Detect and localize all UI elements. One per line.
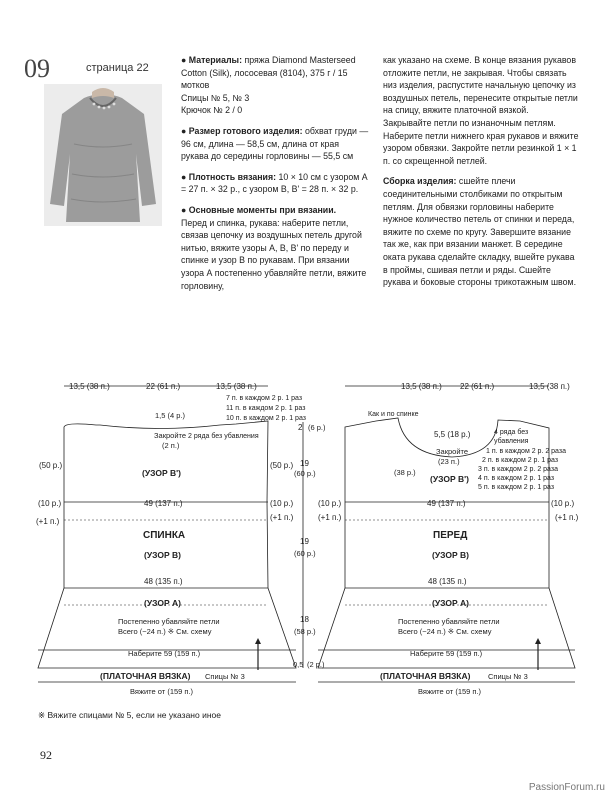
needles-text: Спицы № 5, № 3 [181, 92, 250, 103]
front-needles-3: Спицы № 3 [488, 672, 528, 681]
back-top-mid-dim: 22 (61 п.) [146, 382, 181, 391]
back-pattern-b: (УЗОР В) [144, 550, 181, 560]
front-plus1-left: (+1 п.) [318, 513, 342, 522]
back-bind-off: Вяжите от (159 п.) [130, 687, 194, 696]
front-close-label: Закройте [436, 447, 469, 456]
size-text: обхват груди — 96 см, длина — 58,5 см, длина от края рукава до середины горловины — 55,5 см [181, 125, 369, 162]
assembly-text: сшейте плечи соединительными столбиками по открытым петлям. Для обвязки горловины наберите нужное количество петель от спинки и переда, вяжите по схеме по кругу. Завершите вязание так же, как при вязании манжет. В середине оката рукава сделайте складку, вшейте рукава в проймы, сшивая петли и ряды. Сшейте рукава и боковые стороны трикотажным швом. [383, 176, 577, 288]
back-close-label: Закройте [154, 431, 187, 440]
height-05-rows: (2 р.) [307, 660, 325, 669]
back-top-right-dim: 13,5 (38 п.) [216, 382, 257, 391]
front-bind-off: Вяжите от (159 п.) [418, 687, 482, 696]
back-neck-height: 1,5 (4 р.) [155, 411, 186, 420]
assembly-label: Сборка изделия: [383, 176, 457, 187]
back-dec-a-2: Всего (−24 п.) ※ См. схему [118, 627, 212, 636]
front-rows-38: (38 р.) [394, 468, 416, 477]
gauge-label: ● Плотность вязания: [181, 172, 276, 182]
back-dec-2: 11 п. в каждом 2 р. 1 раз [226, 405, 306, 412]
key-points-text: Перед и спинка, рукава: наберите петли, связав цепочку из воздушных петель другой нитью, вяжите узоры А, В, В' по переду и спинке и узор В по рукавам. При вязании узора А постепенно убавляйте петли, вяжите горловину, [181, 217, 367, 291]
height-19-b: 19 [300, 537, 309, 546]
height-19-b-rows: (60 р.) [294, 549, 316, 558]
front-dec-2: 2 п. в каждом 2 р. 1 раз [482, 457, 559, 464]
back-width-49: 49 (137 п.) [144, 499, 183, 508]
front-top-left-dim: 13,5 (38 п.) [401, 382, 442, 391]
back-plus1-right: (+1 п.) [270, 513, 294, 522]
back-title: СПИНКА [143, 530, 186, 541]
back-cast-on: Наберите 59 (159 п.) [128, 649, 201, 658]
front-cast-on: Наберите 59 (159 п.) [410, 649, 483, 658]
back-garter: (ПЛАТОЧНАЯ ВЯЗКА) [100, 671, 191, 681]
pattern-number: 09 [24, 54, 50, 83]
page-number: 92 [40, 748, 52, 762]
continuation-text: как указано на схеме. В конце вязания рукавов отложите петли, не закрывая. Чтобы связать низ изделия, распустите начальную цепочку из воздушных петель, перенесите открытые петли на спицу, вяжите платочной вязкой. Закрывайте петли по изнаночным петлям. Наберите петли нижнего края рукавов и вяжите узором обвязки. Закройте петли резинкой 1 × 1 п. со скрещенной петлей. [383, 55, 579, 166]
page-reference: страница 22 [86, 62, 149, 74]
front-side-10-left: (10 р.) [318, 499, 342, 508]
front-dec-5: 5 п. в каждом 2 р. 1 раз [478, 484, 555, 491]
front-close-sts: (23 п.) [438, 457, 460, 466]
hook-text: Крючок № 2 / 0 [181, 105, 243, 116]
height-2-rows: (6 р.) [308, 423, 326, 432]
back-top-left-dim: 13,5 (38 п.) [69, 382, 110, 391]
front-top-mid-dim: 22 (61 п.) [460, 382, 495, 391]
back-rows-50-right: (50 р.) [270, 461, 294, 470]
materials-text: пряжа Diamond Masterseed Cotton (Silk), лососевая (8104), 375 г / 15 мотков [181, 55, 356, 91]
back-rows-50-left: (50 р.) [39, 461, 63, 470]
height-19-a: 19 [300, 459, 309, 468]
height-18: 18 [300, 615, 309, 624]
footnote: ※ Вяжите спицами № 5, если не указано иное [38, 710, 221, 720]
front-dec-a-1: Постепенно убавляйте петли [398, 617, 500, 626]
back-dec-a-1: Постепенно убавляйте петли [118, 617, 220, 626]
front-as-back: Как и по спинке [368, 411, 419, 418]
front-dec-hdr-2: убавления [494, 438, 529, 445]
front-top-right-dim: 13,5 (38 п.) [529, 382, 570, 391]
front-width-49: 49 (137 п.) [427, 499, 466, 508]
back-pattern-b-prime: (УЗОР В') [142, 468, 181, 478]
front-neck-depth: 5,5 (18 р.) [434, 430, 471, 439]
front-plus1-right: (+1 п.) [555, 513, 579, 522]
front-dec-1: 1 п. в каждом 2 р. 2 раза [486, 448, 566, 455]
front-dec-hdr-1: 4 ряда без [494, 429, 529, 436]
back-side-10-right: (10 р.) [270, 499, 294, 508]
front-dec-4: 4 п. в каждом 2 р. 1 раз [478, 475, 555, 482]
back-plus1-left: (+1 п.) [36, 517, 60, 526]
front-pattern-b: (УЗОР В) [432, 550, 469, 560]
front-garter: (ПЛАТОЧНАЯ ВЯЗКА) [380, 671, 471, 681]
gauge-text: 10 × 10 см с узором А = 27 п. × 32 р., с узором В, В' = 28 п. × 32 р. [181, 171, 368, 195]
watermark: PassionForum.ru [528, 782, 605, 793]
front-dec-3: 3 п. в каждом 2 р. 2 раза [478, 466, 558, 473]
back-needles-3: Спицы № 3 [205, 672, 245, 681]
front-dec-a-2: Всего (−24 п.) ※ См. схему [398, 627, 492, 636]
height-05: 0,5 [293, 660, 304, 669]
front-side-10-right: (10 р.) [551, 499, 575, 508]
back-width-48: 48 (135 п.) [144, 577, 183, 586]
height-18-rows: (58 р.) [294, 627, 316, 636]
back-dec-3: 10 п. в каждом 2 р. 1 раз [226, 415, 306, 422]
front-pattern-a: (УЗОР А) [432, 598, 469, 608]
materials-label: ● Материалы: [181, 55, 242, 65]
back-close-sts: (2 п.) [162, 441, 180, 450]
back-no-dec-note: 2 ряда без убавления [188, 433, 259, 440]
front-pattern-b-prime: (УЗОР В') [430, 474, 469, 484]
height-2: 2 [298, 423, 303, 432]
back-dec-1: 7 п. в каждом 2 р. 1 раз [226, 395, 303, 402]
back-pattern-a: (УЗОР А) [144, 598, 181, 608]
front-title: ПЕРЕД [433, 530, 468, 541]
height-19-a-rows: (60 р.) [294, 469, 316, 478]
back-side-10-left: (10 р.) [38, 499, 62, 508]
key-points-label: ● Основные моменты при вязании. [181, 205, 336, 215]
size-label: ● Размер готового изделия: [181, 126, 303, 136]
front-width-48: 48 (135 п.) [428, 577, 467, 586]
